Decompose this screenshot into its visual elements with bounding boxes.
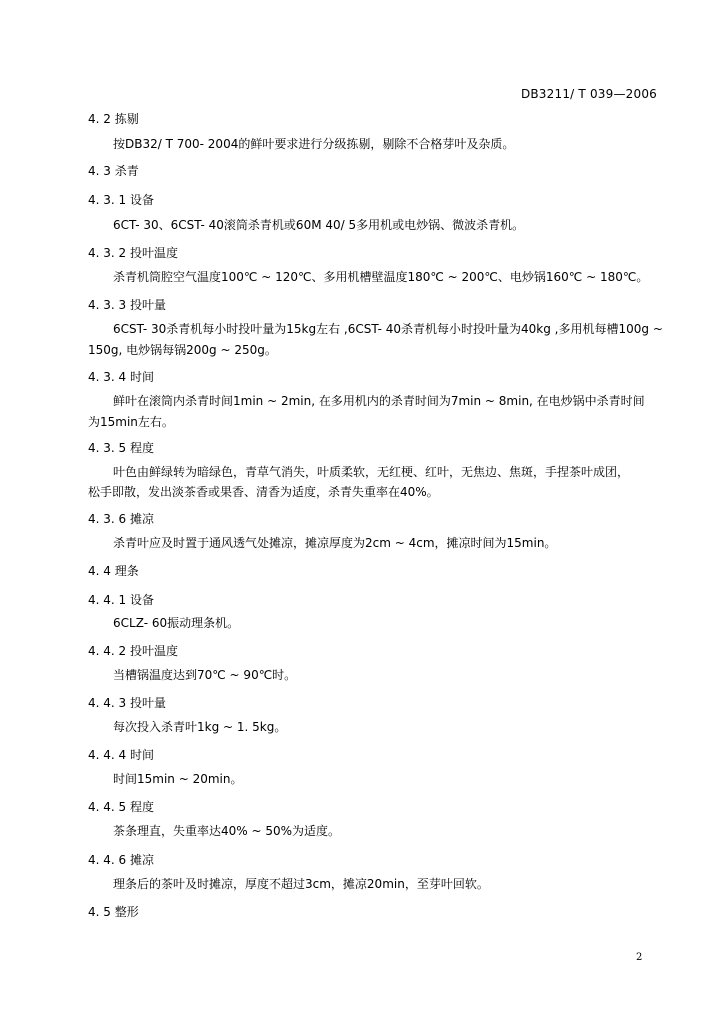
section-heading-4-4-2: 4. 4. 2 投叶温度 <box>88 644 178 658</box>
section-heading-4-5: 4. 5 整形 <box>88 905 139 919</box>
paragraph-4-3-5-line-1: 叶色由鲜绿转为暗绿色，青草气消失，叶质柔软，无红梗、红叶，无焦边、焦斑，手捏茶叶成团， <box>113 465 630 479</box>
paragraph-4-4-5: 茶条理直，失重率达40% ~ 50%为适度。 <box>113 824 341 838</box>
section-heading-4-3-4: 4. 3. 4 时间 <box>88 370 154 384</box>
section-heading-4-4-3: 4. 4. 3 投叶量 <box>88 696 166 710</box>
section-heading-4-3-6: 4. 3. 6 摊凉 <box>88 512 154 526</box>
paragraph-4-3-4-line-2: 为15min左右。 <box>88 415 174 429</box>
section-heading-4-4-4: 4. 4. 4 时间 <box>88 748 154 762</box>
section-heading-4-4-6: 4. 4. 6 摊凉 <box>88 853 154 867</box>
paragraph-4-3-4-line-1: 鲜叶在滚筒内杀青时间1min ~ 2min, 在多用机内的杀青时间为7min ~ 8min, 在电炒锅中杀青时间 <box>113 394 645 408</box>
section-heading-4-4-1: 4. 4. 1 设备 <box>88 593 154 607</box>
document-code: DB3211/ T 039—2006 <box>520 87 657 101</box>
page-number: 2 <box>636 952 643 963</box>
paragraph-4-3-2: 杀青机筒腔空气温度100℃ ~ 120℃、多用机槽壁温度180℃ ~ 200℃、电炒锅160℃ ~ 180℃。 <box>113 270 649 284</box>
paragraph-4-4-6: 理条后的茶叶及时摊凉，厚度不超过3cm，摊凉20min，至芽叶回软。 <box>113 877 489 891</box>
section-heading-4-3-5: 4. 3. 5 程度 <box>88 441 154 455</box>
section-heading-4-3-1: 4. 3. 1 设备 <box>88 193 154 207</box>
section-heading-4-2: 4. 2 拣剔 <box>88 112 139 126</box>
paragraph-4-3-1: 6CT- 30、6CST- 40滚筒杀青机或60M 40/ 5多用机或电炒锅、微波杀青机。 <box>113 218 525 232</box>
section-heading-4-3-2: 4. 3. 2 投叶温度 <box>88 246 178 260</box>
paragraph-4-2: 按DB32/ T 700- 2004的鲜叶要求进行分级拣剔，剔除不合格芽叶及杂质。 <box>113 137 515 151</box>
paragraph-4-4-1: 6CLZ- 60振动理条机。 <box>113 616 240 630</box>
section-heading-4-3-3: 4. 3. 3 投叶量 <box>88 298 166 312</box>
paragraph-4-4-2: 当槽锅温度达到70℃ ~ 90℃时。 <box>113 668 297 682</box>
paragraph-4-4-4: 时间15min ~ 20min。 <box>113 772 243 786</box>
paragraph-4-3-3-line-1: 6CST- 30杀青机每小时投叶量为15kg左右 ,6CST- 40杀青机每小时投叶量为40kg ,多用机每槽100g ~ <box>113 322 663 336</box>
paragraph-4-3-6: 杀青叶应及时置于通风透气处摊凉，摊凉厚度为2cm ~ 4cm，摊凉时间为15min。 <box>113 536 557 550</box>
paragraph-4-3-5-line-2: 松手即散，发出淡茶香或果香、清香为适度，杀青失重率在40%。 <box>88 485 439 499</box>
paragraph-4-4-3: 每次投入杀青叶1kg ~ 1. 5kg。 <box>113 720 287 734</box>
section-heading-4-4: 4. 4 理条 <box>88 564 139 578</box>
section-heading-4-4-5: 4. 4. 5 程度 <box>88 800 154 814</box>
paragraph-4-3-3-line-2: 150g, 电炒锅每锅200g ~ 250g。 <box>88 343 277 357</box>
section-heading-4-3: 4. 3 杀青 <box>88 164 139 178</box>
